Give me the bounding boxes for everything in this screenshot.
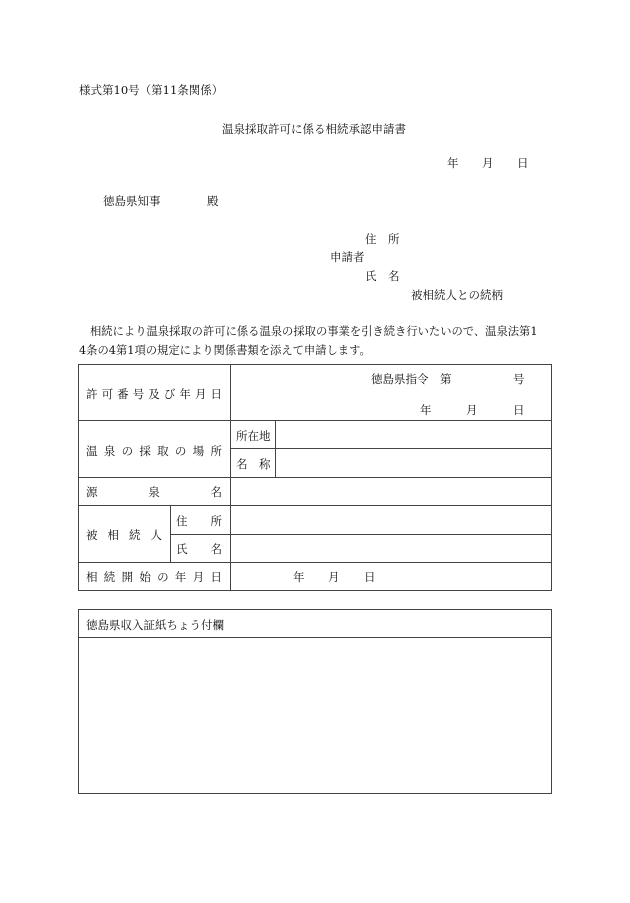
permit-directive-label: 徳島県指令 第 xyxy=(371,372,452,386)
place-name-label: 名 称 xyxy=(236,457,271,471)
permit-day-label: 日 xyxy=(513,403,525,417)
applicant-address-label: 住 所 xyxy=(365,232,400,246)
location-label: 所在地 xyxy=(236,429,271,443)
form-number: 様式第10号（第11条関係） xyxy=(79,83,224,97)
deceased-address-label: 住 所 xyxy=(176,514,222,528)
applicant-relationship-label: 被相続人との続柄 xyxy=(411,288,503,302)
applicant-role-label: 申請者 xyxy=(330,250,365,264)
document-title: 温泉採取許可に係る相続承認申請書 xyxy=(222,122,406,136)
deceased-name-label: 氏 名 xyxy=(176,542,222,556)
source-label: 源 泉 名 xyxy=(86,485,222,499)
date-day-label: 日 xyxy=(517,156,529,170)
addressee-name: 徳島県知事 xyxy=(103,194,161,208)
permit-number-suffix: 号 xyxy=(513,372,525,386)
inheritance-start-date-label: 相 続 開 始 の 年 月 日 xyxy=(86,570,222,584)
deceased-label: 被 相 続 人 xyxy=(86,528,162,542)
body-text-line1: 相続により温泉採取の許可に係る温泉の採取の事業を引き続き行いたいので、温泉法第1 xyxy=(90,325,538,338)
applicant-name-label: 氏 名 xyxy=(365,269,400,283)
permit-label: 許 可 番 号 及 び 年 月 日 xyxy=(86,387,222,401)
start-month-label: 月 xyxy=(328,570,340,584)
place-label: 温 泉 の 採 取 の 場 所 xyxy=(86,444,222,458)
date-year-label: 年 xyxy=(447,156,459,170)
permit-month-label: 月 xyxy=(466,403,478,417)
body-text-line2: 4条の4第1項の規定により関係書類を添えて申請します。 xyxy=(79,344,371,357)
start-day-label: 日 xyxy=(364,570,376,584)
permit-year-label: 年 xyxy=(420,403,432,417)
addressee-honorific: 殿 xyxy=(207,194,219,208)
date-month-label: 月 xyxy=(482,156,494,170)
start-year-label: 年 xyxy=(293,570,305,584)
revenue-stamp-label: 徳島県収入証紙ちょう付欄 xyxy=(86,618,224,632)
